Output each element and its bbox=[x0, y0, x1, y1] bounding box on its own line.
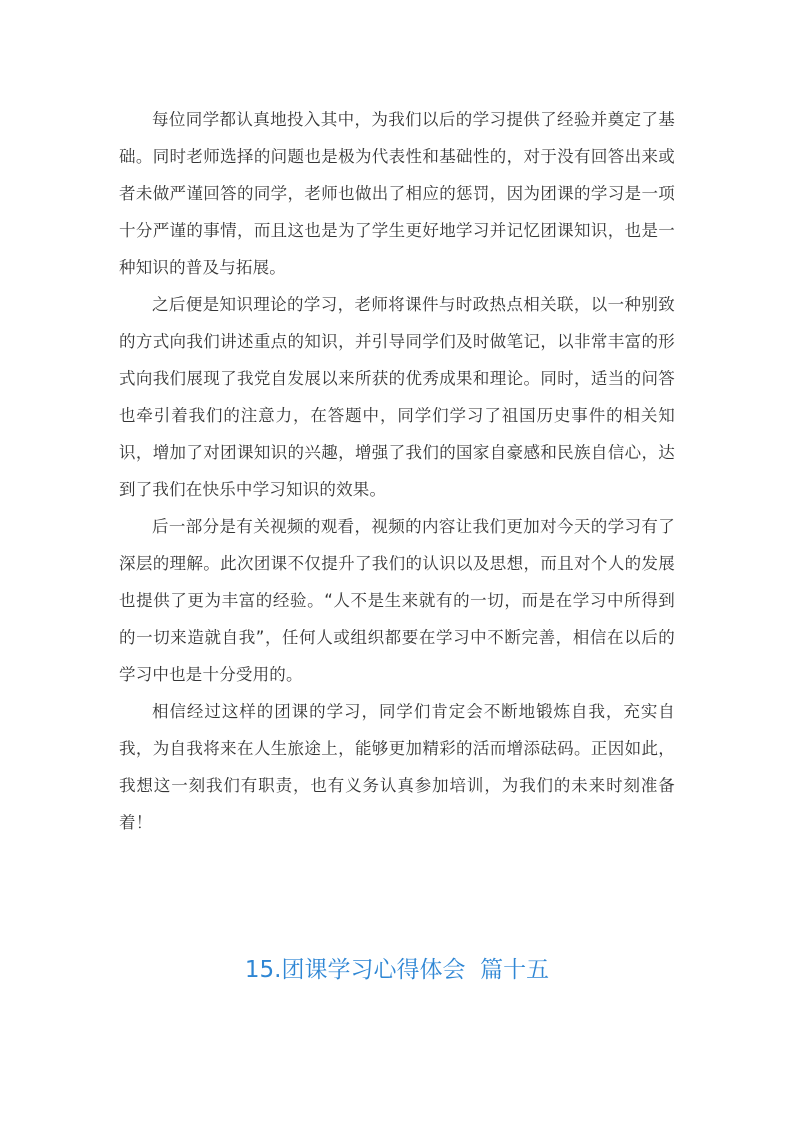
paragraph-1: 每位同学都认真地投入其中，为我们以后的学习提供了经验并奠定了基础。同时老师选择的问题也是极为代表性和基础性的，对于没有回答出来或者未做严谨回答的同学，老师也做出了相应的惩罚，因为团课的学习是一项十分严谨的事情，而且这也是为了学生更好地学习并记忆团课知识，也是一种知识的普及与拓展。 bbox=[119, 110, 675, 277]
paragraph-4: 相信经过这样的团课的学习，同学们肯定会不断地锻炼自我，充实自我，为自我将来在人生旅途上，能够更加精彩的活而增添砝码。正因如此，我想这一刻我们有职责，也有义务认真参加培训，为我们的未来时刻准备着！ bbox=[119, 702, 675, 832]
paragraph-3: 后一部分是有关视频的观看，视频的内容让我们更加对今天的学习有了深层的理解。此次团课不仅提升了我们的认识以及思想，而且对个人的发展也提供了更为丰富的经验。“人不是生来就有的一切，而是在学习中所得到的一切来造就自我”，任何人或组织都要在学习中不断完善，相信在以后的学习中也是十分受用的。 bbox=[119, 517, 675, 684]
document-body bbox=[119, 101, 675, 841]
paragraph-2: 之后便是知识理论的学习，老师将课件与时政热点相关联，以一种别致的方式向我们讲述重点的知识，并引导同学们及时做笔记，以非常丰富的形式向我们展现了我党自发展以来所获的优秀成果和理论。同时，适当的问答也牵引着我们的注意力，在答题中，同学们学习了祖国历史事件的相关知识，增加了对团课知识的兴趣，增强了我们的国家自豪感和民族自信心，达到了我们在快乐中学习知识的效果。 bbox=[119, 295, 675, 499]
section-heading: 15.团课学习心得体会 篇十五 bbox=[244, 957, 550, 983]
